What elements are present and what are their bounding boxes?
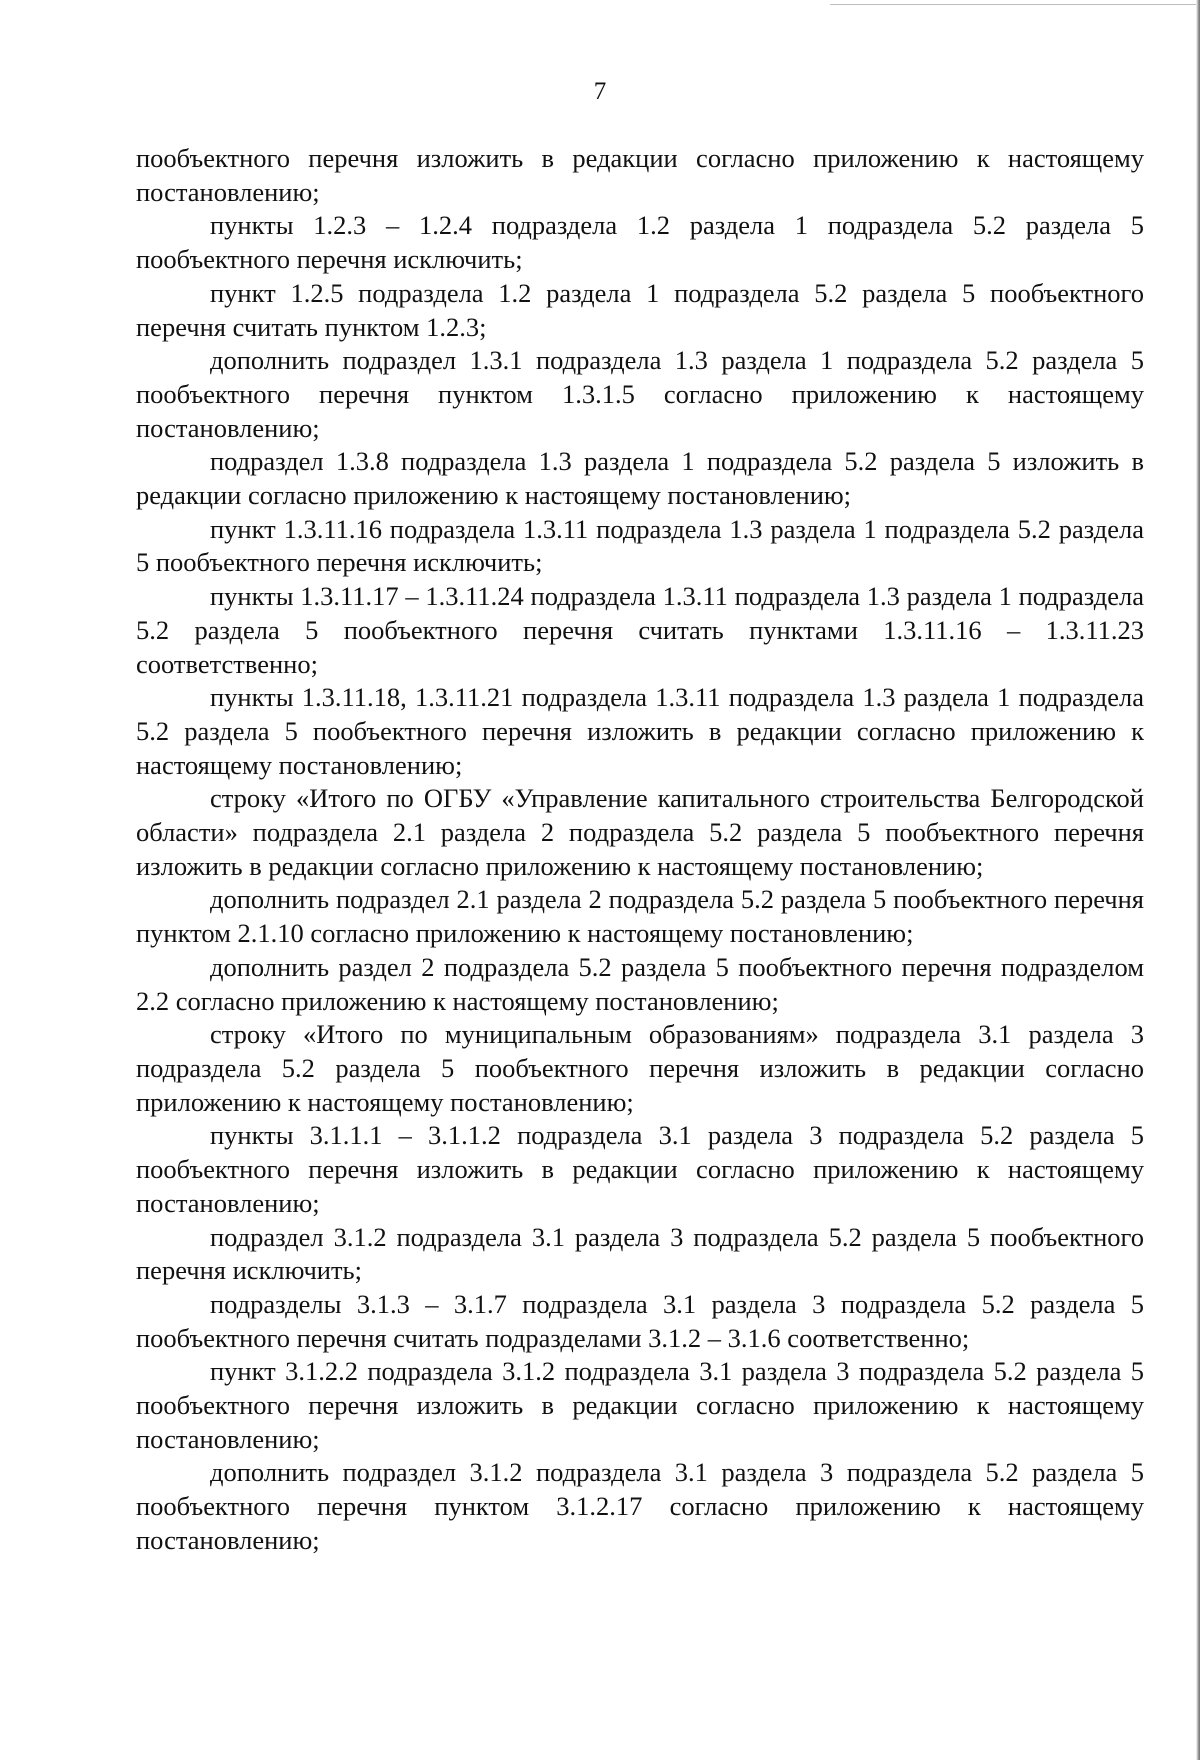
document-body (136, 142, 1144, 1558)
scan-edge-top-line (830, 4, 1200, 5)
paragraph: пункты 3.1.1.1 – 3.1.1.2 подраздела 3.1 раздела 3 подраздела 5.2 раздела 5 пообъектного перечня изложить в редакции согласно приложению к настоящему постановлению; (136, 1120, 1144, 1218)
paragraph: пункт 3.1.2.2 подраздела 3.1.2 подраздела 3.1 раздела 3 подраздела 5.2 раздела 5 пообъектного перечня изложить в редакции согласно приложению к настоящему постановлению; (136, 1356, 1144, 1454)
paragraph: дополнить раздел 2 подраздела 5.2 раздела 5 пообъектного перечня подразделом 2.2 согласно приложению к настоящему постановлению; (136, 951, 1144, 1016)
paragraph: строку «Итого по ОГБУ «Управление капитального строительства Белгородской области» подраздела 2.1 раздела 2 подраздела 5.2 раздела 5 пообъектного перечня изложить в редакции согласно приложению к настоящему постановлению; (136, 783, 1144, 881)
paragraph: пункт 1.3.11.16 подраздела 1.3.11 подраздела 1.3 раздела 1 подраздела 5.2 раздела 5 пообъектного перечня исключить; (136, 513, 1144, 578)
paragraph: пункты 1.2.3 – 1.2.4 подраздела 1.2 раздела 1 подраздела 5.2 раздела 5 пообъектного перечня исключить; (136, 210, 1144, 275)
paragraph: подраздел 3.1.2 подраздела 3.1 раздела 3 подраздела 5.2 раздела 5 пообъектного перечня исключить; (136, 1221, 1144, 1286)
paragraph: подразделы 3.1.3 – 3.1.7 подраздела 3.1 раздела 3 подраздела 5.2 раздела 5 пообъектного перечня считать подразделами 3.1.2 – 3.1.6 соответственно; (136, 1288, 1144, 1353)
paragraph: дополнить подраздел 2.1 раздела 2 подраздела 5.2 раздела 5 пообъектного перечня пунктом 2.1.10 согласно приложению к настоящему постановлению; (136, 884, 1144, 949)
paragraph: пункт 1.2.5 подраздела 1.2 раздела 1 подраздела 5.2 раздела 5 пообъектного перечня считать пунктом 1.2.3; (136, 277, 1144, 342)
paragraph: дополнить подраздел 1.3.1 подраздела 1.3 раздела 1 подраздела 5.2 раздела 5 пообъектного перечня пунктом 1.3.1.5 согласно приложению к настоящему постановлению; (136, 345, 1144, 443)
page-number: 7 (593, 78, 607, 105)
paragraph: пункты 1.3.11.18, 1.3.11.21 подраздела 1.3.11 подраздела 1.3 раздела 1 подраздела 5.2 раздела 5 пообъектного перечня изложить в редакции согласно приложению к настоящему постановлению; (136, 682, 1144, 780)
paragraph: дополнить подраздел 3.1.2 подраздела 3.1 раздела 3 подраздела 5.2 раздела 5 пообъектного перечня пунктом 3.1.2.17 согласно приложению к настоящему постановлению; (136, 1457, 1144, 1555)
paragraph: строку «Итого по муниципальным образованиям» подраздела 3.1 раздела 3 подраздела 5.2 раздела 5 пообъектного перечня изложить в редакции согласно приложению к настоящему постановлению; (136, 1019, 1144, 1117)
paragraph: подраздел 1.3.8 подраздела 1.3 раздела 1 подраздела 5.2 раздела 5 изложить в редакции согласно приложению к настоящему постановлению; (136, 446, 1144, 511)
scan-edge-right-shadow (1196, 0, 1200, 1760)
paragraph: пункты 1.3.11.17 – 1.3.11.24 подраздела 1.3.11 подраздела 1.3 раздела 1 подраздела 5.2 раздела 5 пообъектного перечня считать пунктами 1.3.11.16 – 1.3.11.23 соответственно; (136, 581, 1144, 679)
paragraph-continuation: пообъектного перечня изложить в редакции согласно приложению к настоящему постановлению; (136, 143, 1144, 207)
